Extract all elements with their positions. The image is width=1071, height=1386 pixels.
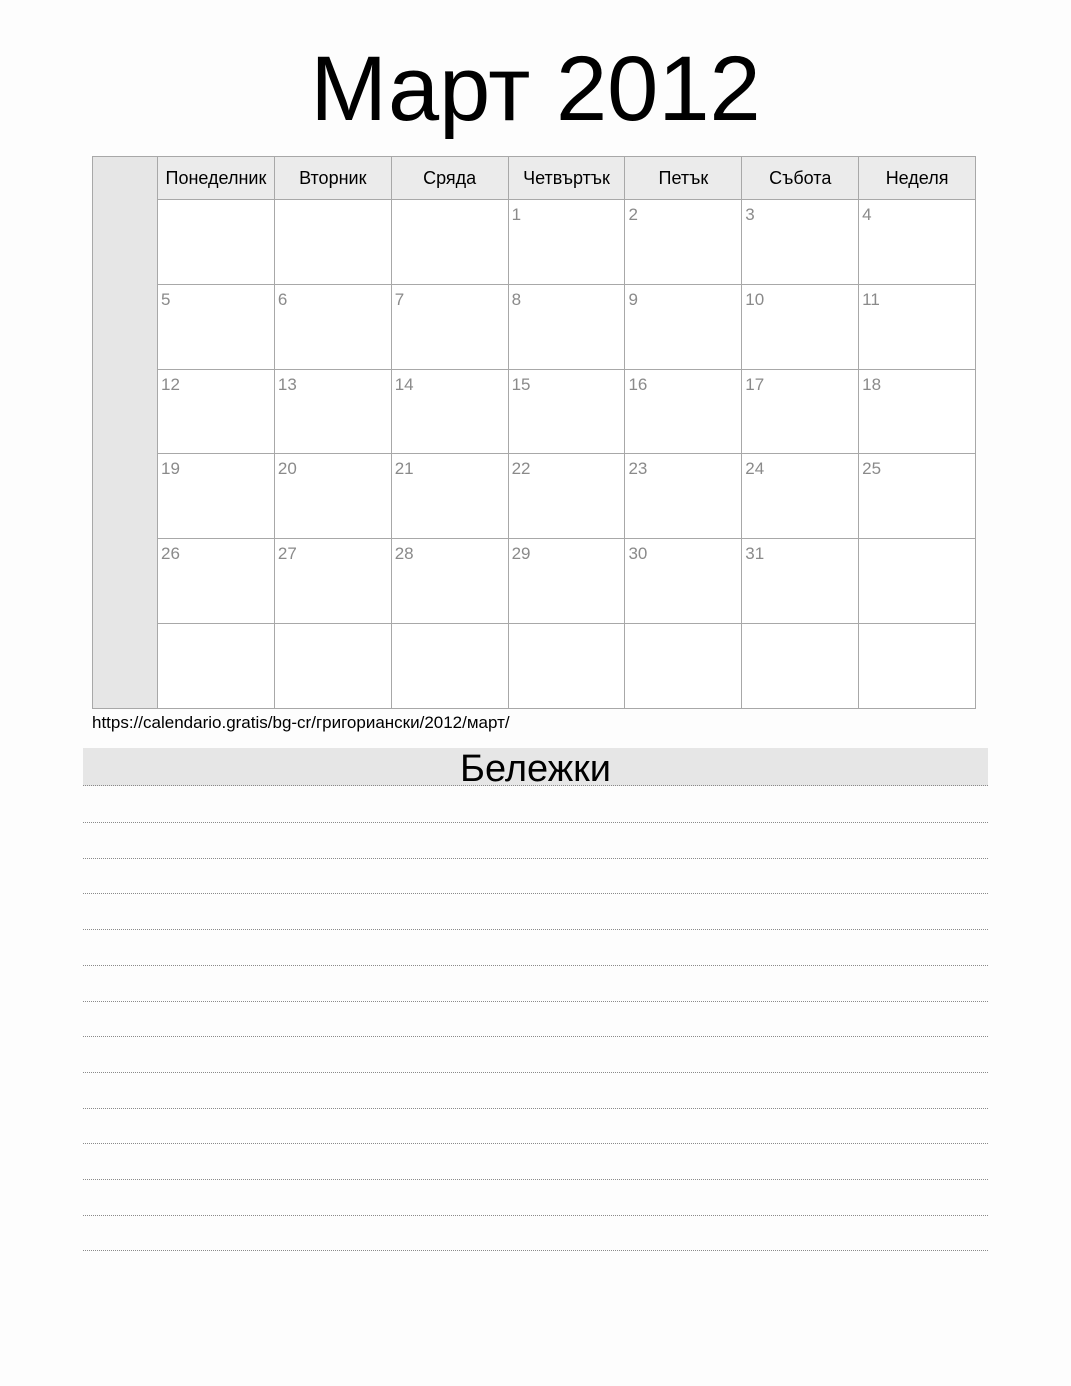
note-line — [83, 1179, 988, 1180]
day-cell: 29 — [509, 539, 626, 623]
day-cell — [158, 200, 275, 284]
note-line — [83, 1108, 988, 1109]
day-cell: 24 — [742, 454, 859, 538]
week-row — [158, 200, 975, 285]
notes-heading: Бележки — [83, 748, 988, 786]
week-row — [158, 624, 975, 708]
note-line — [83, 1143, 988, 1144]
day-cell: 20 — [275, 454, 392, 538]
day-cell: 12 — [158, 370, 275, 454]
day-cell: 7 — [392, 285, 509, 369]
note-line — [83, 1072, 988, 1073]
day-cell: 26 — [158, 539, 275, 623]
day-cell: 25 — [862, 459, 882, 479]
weekday-header-row — [158, 157, 975, 200]
day-cell — [275, 624, 392, 708]
day-cell — [392, 200, 509, 284]
day-cell: 16 — [625, 370, 742, 454]
day-cell: 5 — [158, 285, 275, 369]
weekday-header: Петък — [625, 157, 742, 199]
week-row — [158, 370, 975, 455]
day-cell: 30 — [625, 539, 742, 623]
day-cell — [392, 624, 509, 708]
note-line — [83, 858, 988, 859]
day-cell — [275, 200, 392, 284]
note-line — [83, 965, 988, 966]
day-cell: 19 — [158, 454, 275, 538]
day-cell: 3 — [742, 200, 859, 284]
note-line — [83, 893, 988, 894]
weekday-header: Вторник — [275, 157, 392, 199]
week-number-column — [93, 157, 158, 708]
day-cell — [859, 539, 975, 623]
day-cell: 21 — [392, 454, 509, 538]
page-title: Март 2012 — [310, 38, 761, 140]
day-cell: 17 — [742, 370, 859, 454]
week-row — [158, 539, 975, 624]
note-line — [83, 1215, 988, 1216]
day-cell: 27 — [275, 539, 392, 623]
week-row — [158, 285, 975, 370]
weekday-header: Четвъртък — [509, 157, 626, 199]
day-cell: 1 — [509, 200, 626, 284]
day-cell: 18 — [862, 374, 882, 394]
note-line — [83, 929, 988, 930]
day-cell — [158, 624, 275, 708]
day-cell — [625, 624, 742, 708]
day-cell: 2 — [625, 200, 742, 284]
note-line — [83, 822, 988, 823]
day-cell: 13 — [275, 370, 392, 454]
weekday-header: Понеделник — [158, 157, 275, 199]
day-cell: 22 — [509, 454, 626, 538]
weekday-header: Неделя — [885, 168, 949, 188]
day-cell — [509, 624, 626, 708]
weekday-header: Сряда — [392, 157, 509, 199]
source-url: https://calendario.gratis/bg-cr/григориански/2012/март/ — [92, 713, 510, 732]
day-cell: 23 — [625, 454, 742, 538]
week-row — [158, 454, 975, 539]
note-line — [83, 1250, 988, 1251]
day-cell: 6 — [275, 285, 392, 369]
day-cell: 10 — [742, 285, 859, 369]
day-cell: 11 — [862, 289, 880, 309]
day-cell: 31 — [742, 539, 859, 623]
day-cell: 14 — [392, 370, 509, 454]
day-cell: 8 — [509, 285, 626, 369]
weekday-header: Събота — [742, 157, 859, 199]
day-cell: 9 — [625, 285, 742, 369]
day-cell — [742, 624, 859, 708]
calendar-grid — [158, 200, 975, 708]
day-cell — [859, 624, 975, 708]
day-cell: 15 — [509, 370, 626, 454]
day-cell: 4 — [862, 205, 872, 224]
note-line — [83, 1036, 988, 1037]
note-line — [83, 1001, 988, 1002]
month-calendar — [92, 156, 976, 709]
day-cell: 28 — [392, 539, 509, 623]
